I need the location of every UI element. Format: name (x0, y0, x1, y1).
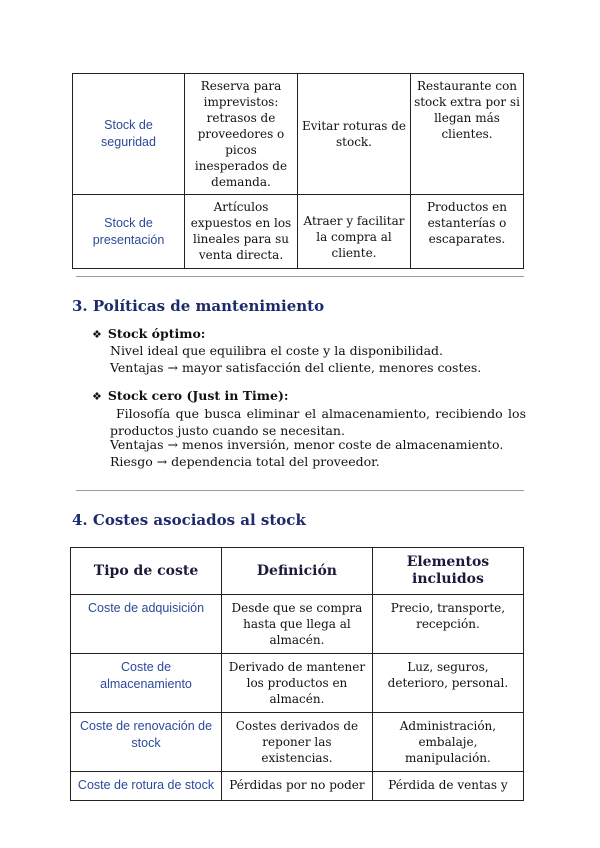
cost-type-cell: Coste de almacenamiento (71, 654, 222, 713)
definition-cell: Derivado de mantener los productos en almacén. (222, 654, 373, 713)
header-cell: Definición (222, 548, 373, 595)
costs-table (70, 547, 524, 801)
table-row (73, 74, 524, 195)
cost-type-cell: Coste de rotura de stock (71, 772, 222, 801)
bullet-title: Stock óptimo: (107, 326, 206, 341)
definition-cell: Desde que se compra hasta que llega al almacén. (222, 595, 373, 654)
table-row (73, 195, 524, 269)
bullet-text: Nivel ideal que equilibra el coste y la disponibilidad. (110, 343, 444, 358)
elements-cell: Administración, embalaje, manipulación. (372, 713, 523, 772)
bullet-text: Ventajas → menos inversión, menor coste de almacenamiento. (110, 437, 504, 452)
definition-cell: Reserva para imprevistos: retrasos de proveedores o picos inesperados de demanda. (185, 74, 298, 195)
table-row (71, 654, 524, 713)
table-header-row (71, 548, 524, 595)
bullet-text: Riesgo → dependencia total del proveedor. (110, 454, 380, 469)
example-cell: Restaurante con stock extra por si llegan más clientes. (411, 74, 524, 195)
objective-cell: Evitar roturas de stock. (298, 74, 411, 195)
stock-types-table (72, 73, 524, 269)
table-row (71, 772, 524, 801)
elements-cell: Pérdida de ventas y (372, 772, 523, 801)
divider (76, 276, 524, 277)
diamond-bullet-icon: ❖ (92, 390, 102, 403)
stock-type-cell: Stock de presentación (73, 195, 185, 269)
example-cell: Productos en estanterías o escaparates. (411, 195, 524, 269)
objective-cell: Atraer y facilitar la compra al cliente. (298, 195, 411, 269)
cost-type-cell: Coste de adquisición (71, 595, 222, 654)
definition-cell: Artículos expuestos en los lineales para su venta directa. (185, 195, 298, 269)
header-cell: Tipo de coste (71, 548, 222, 595)
elements-cell: Precio, transporte, recepción. (372, 595, 523, 654)
definition-cell: Costes derivados de reponer las existencias. (222, 713, 373, 772)
definition-cell: Pérdidas por no poder (222, 772, 373, 801)
cost-type-cell: Coste de renovación de stock (71, 713, 222, 772)
header-cell: Elementos incluidos (372, 548, 523, 595)
section-heading-3: 3. Políticas de mantenimiento (72, 297, 325, 315)
bullet-title: Stock cero (Just in Time): (107, 388, 289, 403)
elements-cell: Luz, seguros, deterioro, personal. (372, 654, 523, 713)
diamond-bullet-icon: ❖ (92, 328, 102, 341)
section-heading-4: 4. Costes asociados al stock (72, 511, 306, 529)
bullet-text: Filosofía que busca eliminar el almacenamiento, recibiendo los productos justo cuando se necesitan. (110, 406, 526, 438)
divider (76, 490, 524, 491)
table-row (71, 713, 524, 772)
stock-type-cell: Stock de seguridad (73, 74, 185, 195)
bullet-stock-cero (92, 387, 289, 406)
table-row (71, 595, 524, 654)
bullet-text: Ventajas → mayor satisfacción del cliente, menores costes. (110, 360, 482, 375)
